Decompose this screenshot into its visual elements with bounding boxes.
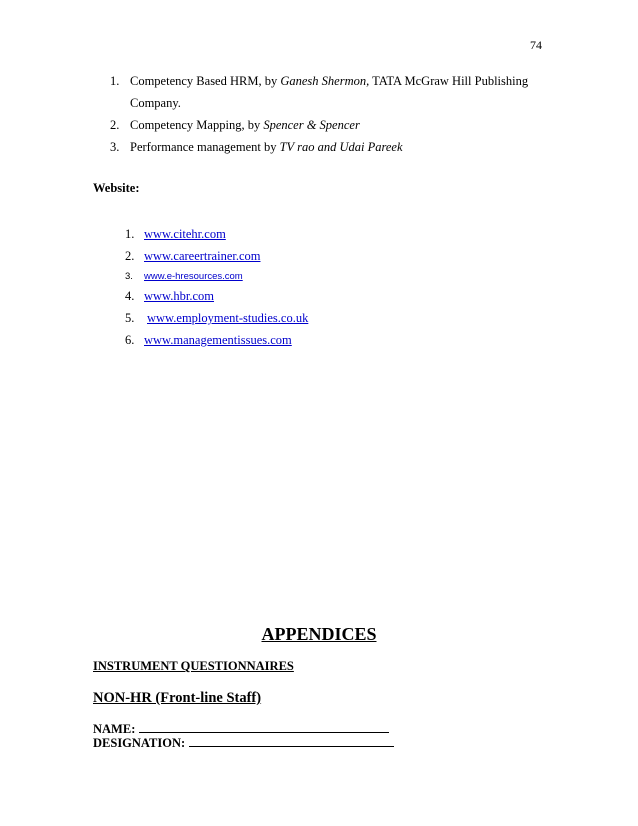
website-number: 3. [125, 271, 133, 282]
reference-item [110, 140, 550, 156]
website-item [125, 227, 425, 243]
website-item [125, 333, 425, 349]
reference-text [130, 118, 360, 133]
website-link[interactable]: www.careertrainer.com [144, 249, 261, 263]
designation-row [93, 736, 394, 751]
name-row [93, 722, 389, 737]
reference-text [130, 74, 528, 89]
website-number: 1. [125, 227, 135, 241]
website-link[interactable]: www.managementissues.com [144, 333, 292, 347]
reference-number: 3. [110, 140, 120, 154]
page-number: 74 [530, 38, 542, 52]
designation-field[interactable] [189, 745, 394, 747]
instrument-heading: INSTRUMENT QUESTIONNAIRES [93, 659, 294, 673]
reference-number: 2. [110, 118, 120, 132]
website-item [125, 311, 425, 327]
reference-author: Spencer & Spencer [263, 118, 360, 132]
reference-author: Ganesh Shermon, [280, 74, 370, 88]
reference-number: 1. [110, 74, 120, 88]
reference-author: TV rao and Udai Pareek [279, 140, 403, 154]
reference-title: Competency Mapping, by [130, 118, 264, 132]
reference-publisher: TATA McGraw Hill Publishing [369, 74, 529, 88]
website-number: 4. [125, 289, 135, 303]
website-number: 6. [125, 333, 135, 347]
reference-text [130, 140, 403, 155]
reference-title: Performance management by [130, 140, 280, 154]
website-number: 2. [125, 249, 135, 263]
website-link[interactable]: www.hbr.com [144, 289, 215, 303]
name-field[interactable] [139, 731, 389, 733]
website-link[interactable]: www.e-hresources.com [144, 271, 243, 282]
website-item [125, 271, 425, 287]
name-label: NAME: [93, 722, 136, 736]
reference-item [110, 118, 550, 134]
reference-continuation: Company. [130, 96, 181, 110]
website-link[interactable]: www.employment-studies.co.uk [147, 311, 309, 325]
website-heading: Website: [93, 181, 140, 195]
website-number: 5. [125, 311, 135, 325]
website-link[interactable]: www.citehr.com [144, 227, 226, 241]
website-item [125, 249, 425, 265]
reference-item [110, 74, 550, 90]
appendices-title: APPENDICES [261, 624, 377, 644]
designation-label: DESIGNATION: [93, 736, 186, 750]
website-item [125, 289, 425, 305]
section-heading: NON-HR (Front-line Staff) [93, 690, 262, 706]
reference-title: Competency Based HRM, by [130, 74, 281, 88]
